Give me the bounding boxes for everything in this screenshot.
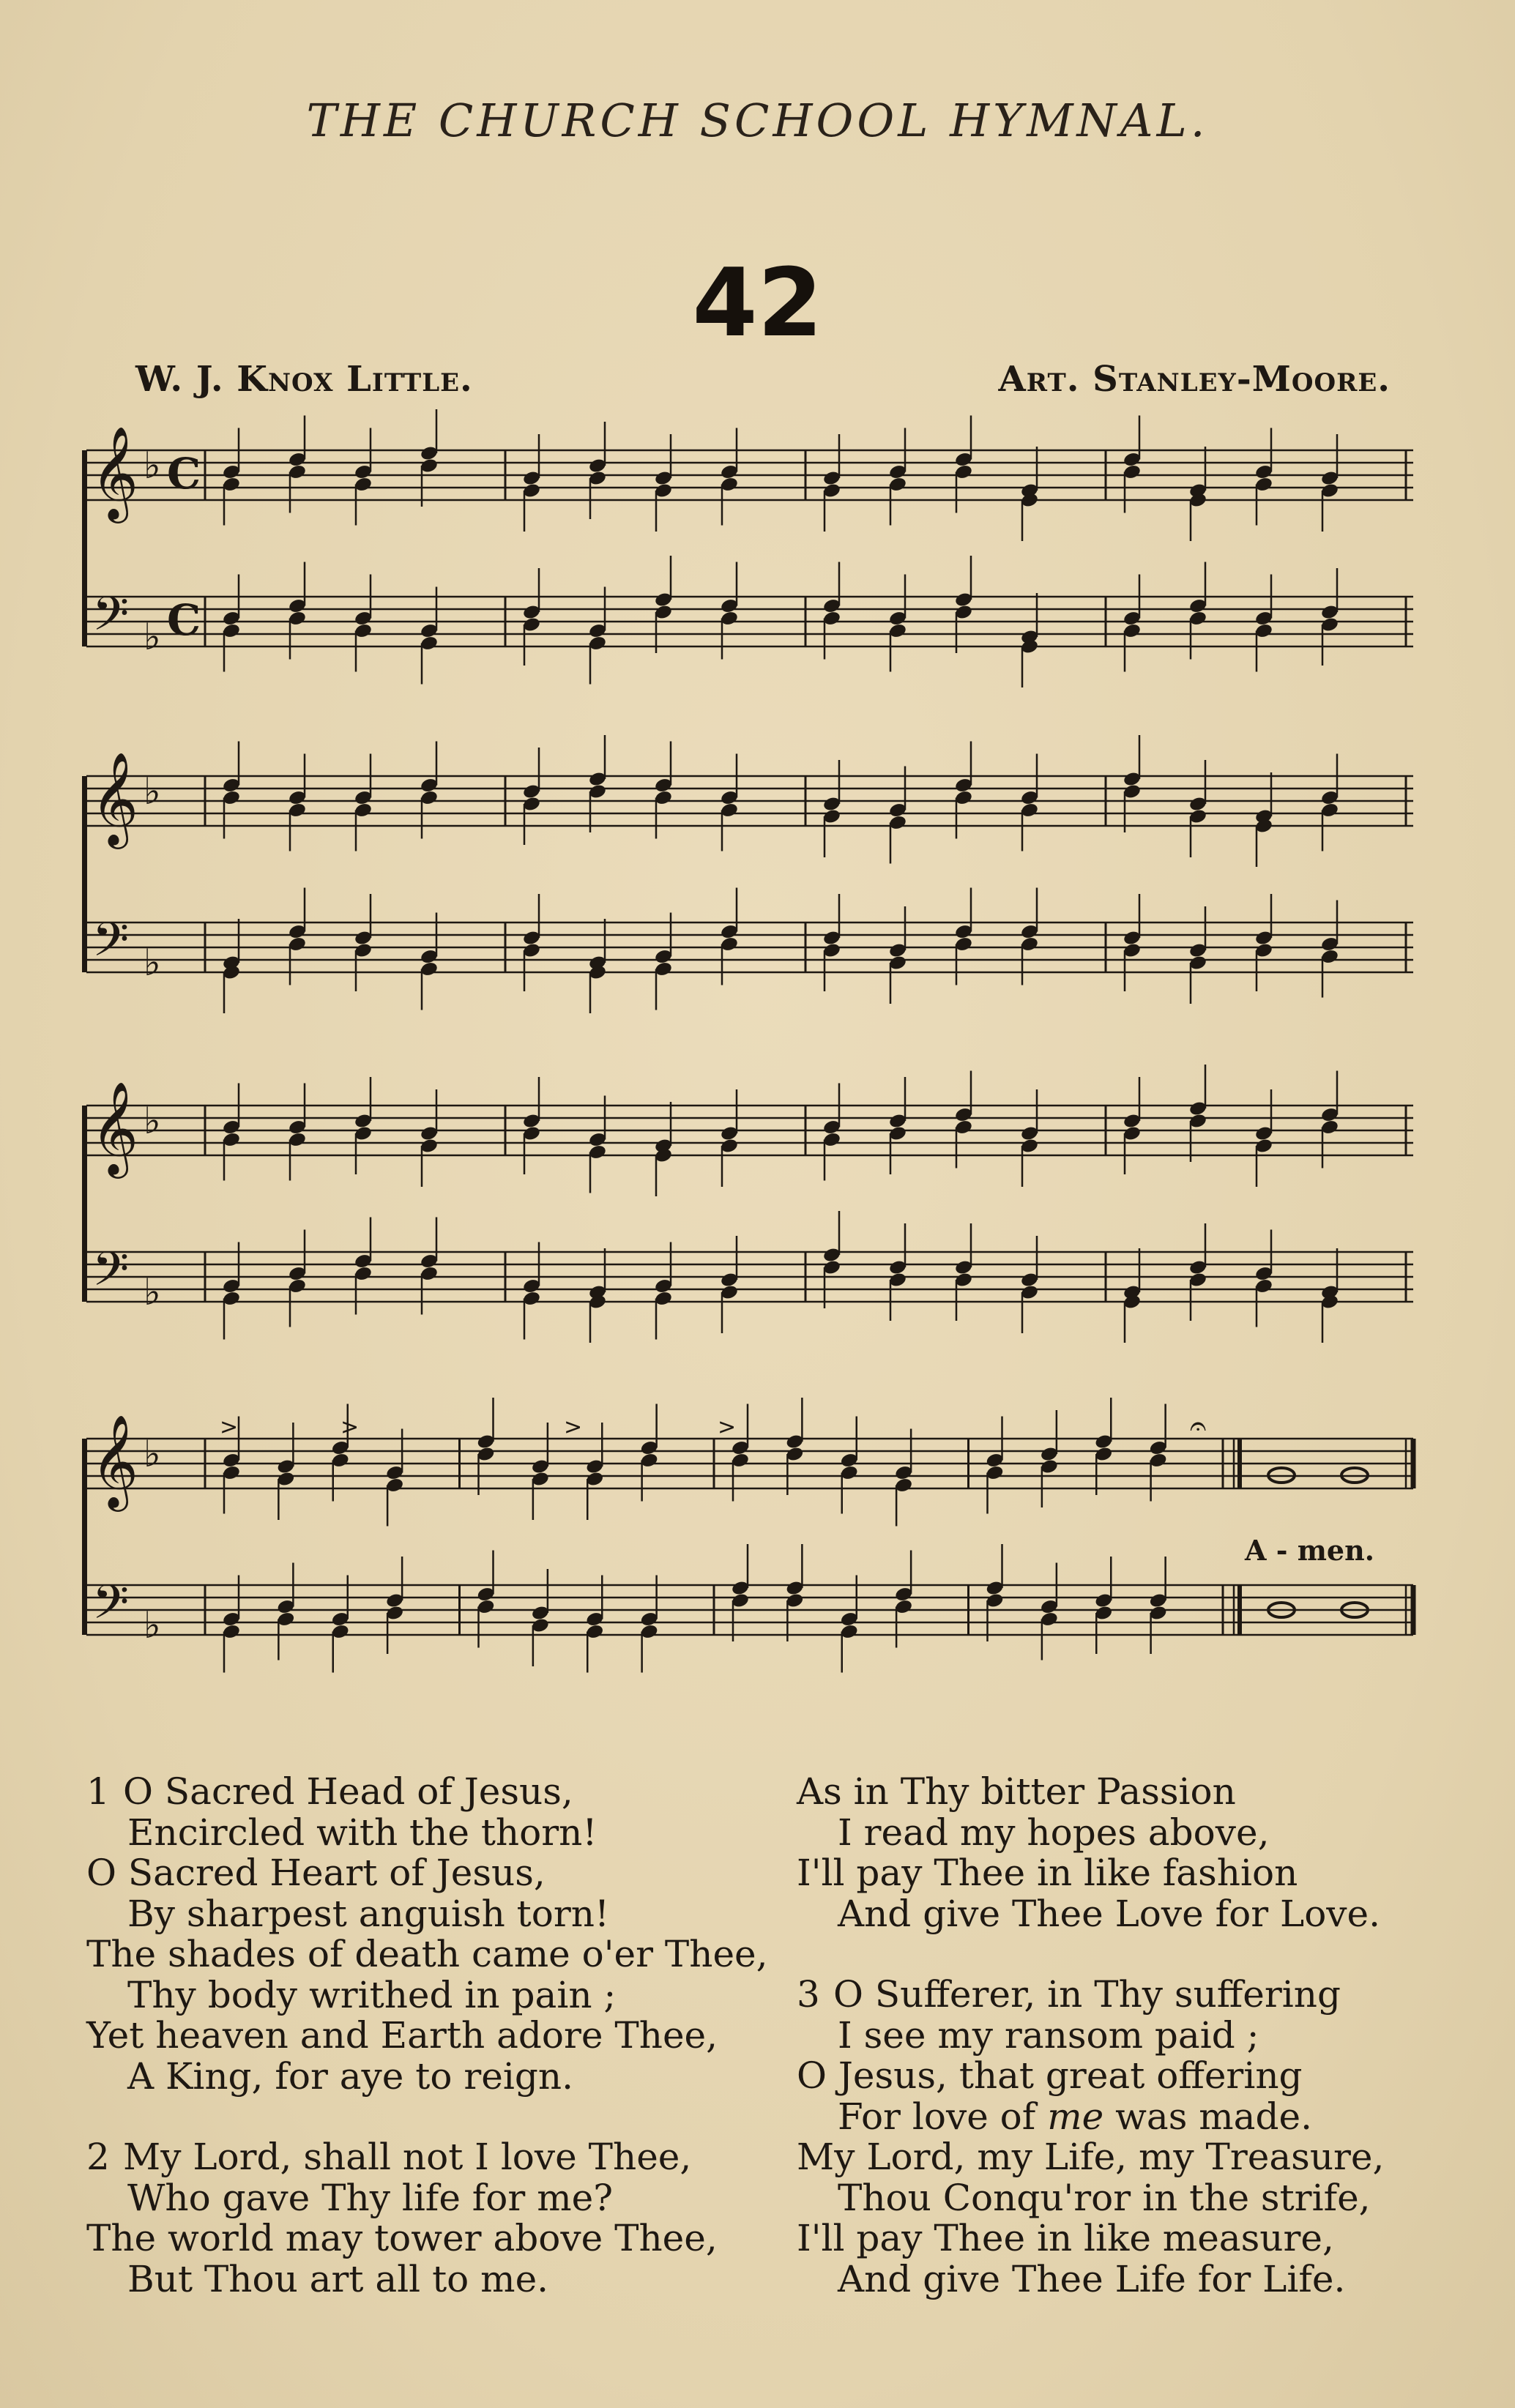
- treble-clef-icon: 𝄞: [91, 425, 139, 519]
- verse-line: [797, 2097, 1384, 2138]
- system-bracket: [82, 450, 87, 646]
- flat-icon: ♭: [144, 770, 161, 813]
- flat-icon: ♭: [144, 616, 161, 658]
- flat-icon: ♭: [144, 942, 161, 984]
- verse-line: O Jesus, that great offering: [797, 2054, 1303, 2097]
- verse-line: But Thou art all to me.: [127, 2257, 549, 2300]
- composer-credit: Art. Stanley-Moore.: [998, 359, 1391, 400]
- verses-right-column: [797, 1772, 1384, 2300]
- verse-line: The shades of death came o'er Thee,: [86, 1933, 768, 1975]
- verse-line: I'll pay Thee in like measure,: [797, 2217, 1334, 2259]
- verse-number: 1: [86, 1770, 110, 1813]
- music-system-1: [81, 425, 1435, 688]
- verse-line: The world may tower above Thee,: [86, 2217, 718, 2259]
- verse-text: was made.: [1103, 2095, 1312, 2138]
- accent-mark: >: [340, 1414, 360, 1440]
- verse-line: I see my ransom paid ;: [838, 2013, 1259, 2057]
- treble-clef-icon: 𝄞: [91, 1414, 139, 1507]
- time-signature: C: [167, 595, 201, 645]
- flat-icon: ♭: [144, 1604, 161, 1647]
- verse-line: Encircled with the thorn!: [127, 1811, 598, 1854]
- hymn-number: 42: [692, 249, 823, 358]
- system-bracket: [82, 1106, 87, 1302]
- score-system-3: [81, 1081, 1435, 1343]
- music-system-3: [81, 1081, 1435, 1343]
- accent-mark: >: [220, 1414, 239, 1440]
- verses-left-column: [86, 1772, 768, 2300]
- verse-line: I read my hopes above,: [838, 1811, 1270, 1854]
- score-system-4: [81, 1409, 1435, 1677]
- amen-lyric: A - men.: [1245, 1534, 1374, 1567]
- verse-line: A King, for aye to reign.: [127, 2054, 573, 2098]
- bass-clef-icon: 𝄢: [92, 587, 130, 653]
- flat-icon: ♭: [144, 1271, 161, 1313]
- flat-icon: ♭: [144, 1433, 161, 1475]
- bass-clef-icon: 𝄢: [92, 913, 130, 979]
- verse-text: O Sacred Head of Jesus,: [123, 1770, 573, 1813]
- score-system-1: [81, 425, 1435, 688]
- time-signature: C: [167, 449, 201, 499]
- verse-line: And give Thee Love for Love.: [838, 1892, 1381, 1935]
- accent-mark: >: [718, 1414, 737, 1440]
- verse-line: [86, 2137, 768, 2178]
- verse-line: As in Thy bitter Passion: [797, 1770, 1236, 1813]
- music-system-2: [81, 751, 1435, 1014]
- music-system-4: [81, 1409, 1435, 1677]
- verse-text-italic: me: [1047, 2095, 1104, 2138]
- treble-clef-icon: 𝄞: [91, 1081, 139, 1174]
- flat-icon: ♭: [144, 1100, 161, 1142]
- flat-icon: ♭: [144, 444, 161, 487]
- verse-line: Thy body writhed in pain ;: [127, 1973, 617, 2016]
- verse-text: My Lord, shall not I love Thee,: [123, 2136, 692, 2178]
- verse-line: My Lord, my Life, my Treasure,: [797, 2136, 1385, 2178]
- running-head: THE CHURCH SCHOOL HYMNAL.: [306, 94, 1209, 147]
- fermata-icon: 𝄐: [1190, 1409, 1207, 1443]
- treble-clef-icon: 𝄞: [91, 751, 139, 845]
- score-system-2: [81, 751, 1435, 1014]
- verse-line: [797, 1975, 1384, 2016]
- verse-line: Thou Conqu'ror in the strife,: [838, 2176, 1371, 2219]
- system-bracket: [82, 776, 87, 972]
- verse-line: I'll pay Thee in like fashion: [797, 1852, 1298, 1894]
- verse-line: O Sacred Heart of Jesus,: [86, 1852, 546, 1894]
- verse-number: 3: [797, 1973, 820, 2016]
- bass-clef-icon: 𝄢: [92, 1242, 130, 1308]
- accent-mark: >: [564, 1414, 583, 1440]
- system-bracket: [82, 1439, 87, 1635]
- verse-line: [86, 1772, 768, 1813]
- verse-line: And give Thee Life for Life.: [838, 2257, 1346, 2300]
- verse-line: Who gave Thy life for me?: [127, 2176, 614, 2219]
- bass-clef-icon: 𝄢: [92, 1576, 130, 1641]
- verse-text: O Sufferer, in Thy suffering: [833, 1973, 1341, 2016]
- verse-line: Yet heaven and Earth adore Thee,: [86, 2014, 718, 2057]
- author-credit: W. J. Knox Little.: [135, 359, 473, 400]
- verse-text: For love of: [838, 2095, 1048, 2138]
- verse-line: By sharpest anguish torn!: [127, 1892, 610, 1935]
- verse-number: 2: [86, 2136, 110, 2178]
